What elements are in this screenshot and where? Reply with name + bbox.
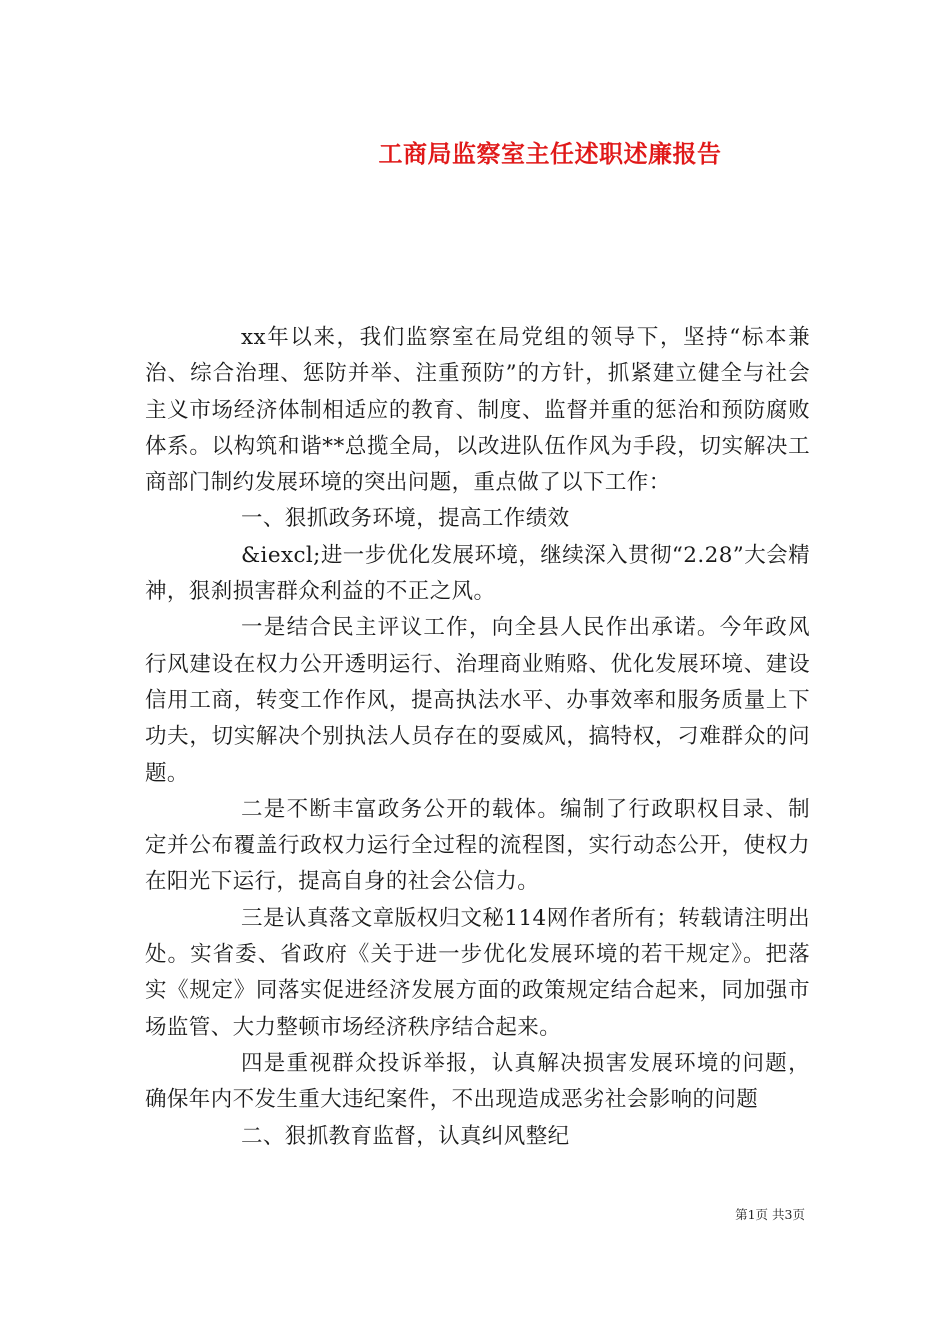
- paragraph-item-two: 二是不断丰富政务公开的载体。编制了行政职权目录、制定并公布覆盖行政权力运行全过程的流程图，实行动态公开，使权力在阳光下运行，提高自身的社会公信力。: [145, 796, 810, 895]
- paragraph-intro: xx年以来，我们监察室在局党组的领导下，坚持“标本兼治、综合治理、惩防并举、注重预防”的方针，抓紧建立健全与社会主义市场经济体制相适应的教育、制度、监督并重的惩治和预防腐败体系。以构筑和谐**总揽全局，以改进队伍作风为手段，切实解决工商部门制约发展环境的突出问题，重点做了以下工作：: [145, 325, 810, 496]
- section-heading-1: 一、狠抓政务环境，提高工作绩效: [241, 506, 570, 532]
- document-title: 工商局监察室主任述职述廉报告: [378, 139, 722, 168]
- paragraph-item-one: 一是结合民主评议工作，向全县人民作出承诺。今年政风行风建设在权力公开透明运行、治理商业贿赂、优化发展环境、建设信用工商，转变工作作风，提高执法水平、办事效率和服务质量上下功夫，切实解决个别执法人员存在的耍威风，搞特权，刁难群众的问题。: [145, 615, 810, 786]
- paragraph-item-three: 三是认真落文章版权归文秘114网作者所有；转载请注明出处。实省委、省政府《关于进一步优化发展环境的若干规定》。把落实《规定》同落实促进经济发展方面的政策规定结合起来，同加强市场监管、大力整顿市场经济秩序结合起来。: [145, 905, 810, 1040]
- document-body: [145, 320, 810, 1155]
- page-number-footer: 第1页 共3页: [735, 1207, 805, 1222]
- section-heading-2: 二、狠抓教育监督，认真纠风整纪: [241, 1123, 570, 1149]
- paragraph-item-four: 四是重视群众投诉举报，认真解决损害发展环境的问题，确保年内不发生重大违纪案件，不出现造成恶劣社会影响的问题: [145, 1050, 810, 1113]
- paragraph-optimize-environment: &iexcl;进一步优化发展环境，继续深入贯彻“2.28”大会精神，狠刹损害群众利益的不正之风。: [145, 542, 810, 605]
